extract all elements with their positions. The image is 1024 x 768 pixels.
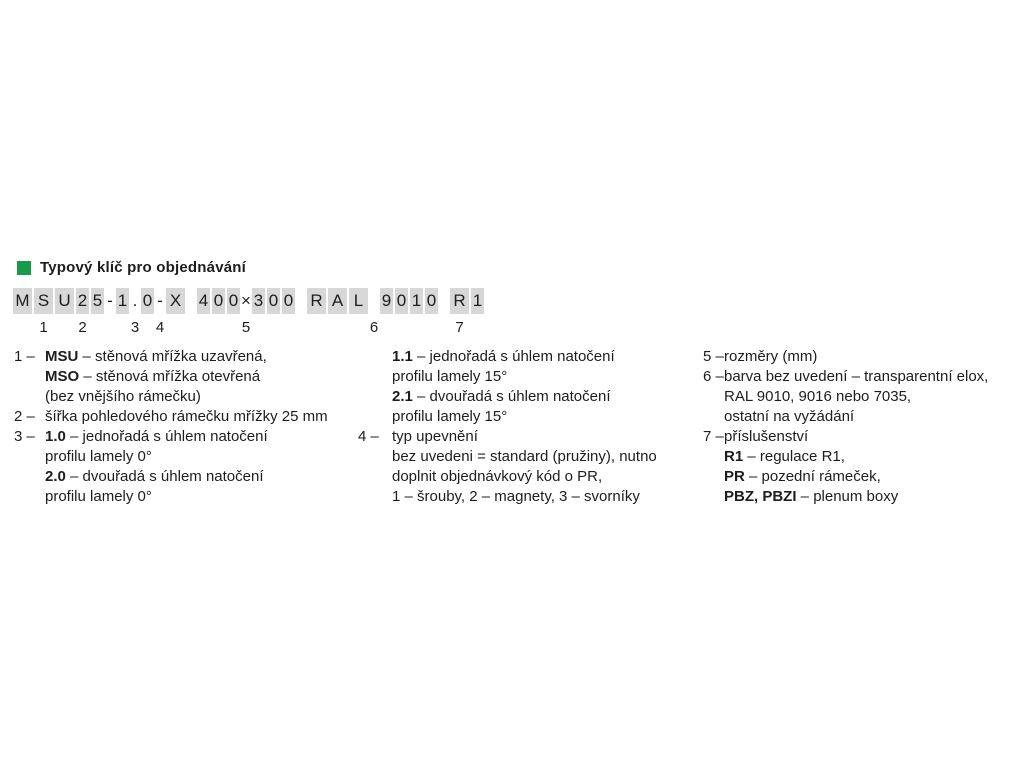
code-char: 1 <box>472 291 483 310</box>
legend-text: doplnit objednávkový kód o PR, <box>392 468 603 485</box>
legend-text: profilu lamely 0° <box>45 488 152 505</box>
legend-text: profilu lamely 0° <box>45 448 152 465</box>
legend-item-number: 5 – <box>703 348 724 365</box>
legend-text: typ upevnění <box>392 428 478 445</box>
legend-line <box>703 487 1023 507</box>
legend-text: – plenum boxy <box>796 488 899 505</box>
legend-item-number: 7 – <box>703 428 724 445</box>
code-char: 0 <box>228 291 239 310</box>
code-char: A <box>331 291 344 310</box>
legend-text: – regulace R1, <box>743 448 845 465</box>
legend-text: rozměry (mm) <box>724 348 818 365</box>
code-char-box <box>410 288 423 314</box>
code-char: . <box>132 291 138 310</box>
code-char: 0 <box>213 291 224 310</box>
code-position-number: 5 <box>241 319 251 336</box>
legend-text: – pozední rámeček, <box>744 468 881 485</box>
code-char: 0 <box>142 291 153 310</box>
legend-line <box>14 427 358 447</box>
legend-text: RAL 9010, 9016 nebo 7035, <box>724 388 912 405</box>
legend-text: profilu lamely 15° <box>392 408 508 425</box>
section-title: Typový klíč pro objednávání <box>40 259 247 276</box>
code-char-box <box>267 288 280 314</box>
code-char: × <box>241 291 251 310</box>
legend-item-number: 4 – <box>358 428 379 445</box>
code-char-box <box>116 288 129 314</box>
legend-line <box>703 467 1023 487</box>
legend-text: (bez vnějšího rámečku) <box>45 388 201 405</box>
legend-line <box>358 347 700 367</box>
code-char-box <box>13 288 32 314</box>
code-char-box <box>141 288 154 314</box>
code-char: 0 <box>396 291 407 310</box>
legend-line <box>358 487 700 507</box>
legend-line <box>14 367 358 387</box>
legend-text: bez uvedeni = standard (pružiny), nutno <box>392 448 657 465</box>
legend-line <box>358 427 700 447</box>
legend-line <box>703 347 1023 367</box>
legend-column-1 <box>14 347 358 507</box>
code-char: 0 <box>283 291 294 310</box>
code-char-box <box>425 288 438 314</box>
legend-term: 2.0 <box>45 468 66 485</box>
legend-text: ostatní na vyžádání <box>724 408 855 425</box>
legend-term: PR <box>724 468 745 485</box>
code-group-gap <box>369 288 379 336</box>
code-char: 1 <box>411 291 422 310</box>
code-char-box <box>282 288 295 314</box>
legend-line <box>14 447 358 467</box>
legend-term: R1 <box>724 448 744 465</box>
legend-text: – dvouřadá s úhlem natočení <box>65 468 264 485</box>
code-separator <box>155 288 165 336</box>
code-char-box <box>395 288 408 314</box>
legend-line <box>14 487 358 507</box>
code-char: 3 <box>253 291 264 310</box>
code-char: X <box>169 291 182 310</box>
legend-column-3 <box>703 347 1023 507</box>
code-char-box <box>307 288 326 314</box>
code-char-box <box>227 288 240 314</box>
legend-text: – dvouřadá s úhlem natočení <box>412 388 611 405</box>
code-char-box <box>55 288 74 314</box>
legend-line <box>14 467 358 487</box>
legend-term: 1.0 <box>45 428 66 445</box>
legend-text: barva bez uvedení – transparentní elox, <box>724 368 989 385</box>
legend-term: 1.1 <box>392 348 413 365</box>
code-separator <box>241 288 251 336</box>
code-char: 4 <box>198 291 209 310</box>
code-group-gap <box>187 288 195 314</box>
legend-text: příslušenství <box>724 428 809 445</box>
legend-line <box>703 367 1023 387</box>
order-code-row <box>13 288 484 336</box>
code-char: 5 <box>92 291 103 310</box>
legend-column-2 <box>358 347 700 507</box>
code-char: M <box>15 291 30 310</box>
code-char-box <box>76 288 89 336</box>
legend-text: – stěnová mřížka uzavřená, <box>78 348 267 365</box>
legend-text: – jednořadá s úhlem natočení <box>65 428 268 445</box>
legend-item-number: 1 – <box>14 348 35 365</box>
code-char-box <box>328 288 347 314</box>
code-char-box <box>349 288 368 314</box>
legend-term: MSO <box>45 368 80 385</box>
code-char-box <box>197 288 210 314</box>
code-position-number: 2 <box>78 319 87 336</box>
legend-item-number: 6 – <box>703 368 724 385</box>
legend-line <box>358 367 700 387</box>
code-char: L <box>353 291 364 310</box>
legend-item-number: 2 – <box>14 408 35 425</box>
legend-text: šířka pohledového rámečku mřížky 25 mm <box>45 408 328 425</box>
section-header <box>17 259 246 276</box>
code-position-number: 1 <box>39 319 48 336</box>
legend-item-number: 3 – <box>14 428 35 445</box>
code-char-box <box>450 288 469 336</box>
code-separator <box>106 288 114 314</box>
legend-line <box>703 407 1023 427</box>
legend-line <box>703 427 1023 447</box>
legend-term: 2.1 <box>392 388 413 405</box>
legend-text: 1 – šrouby, 2 – magnety, 3 – svorníky <box>392 488 640 505</box>
code-char-box <box>380 288 393 314</box>
code-position-number: 4 <box>155 319 165 336</box>
code-char-box <box>252 288 265 314</box>
legend-line <box>703 387 1023 407</box>
legend-line <box>358 407 700 427</box>
legend-term: PBZ, PBZI <box>724 488 797 505</box>
code-position-number: 6 <box>369 319 379 336</box>
legend-text: – stěnová mřížka otevřená <box>79 368 261 385</box>
code-char: - <box>157 291 163 310</box>
legend-line <box>358 447 700 467</box>
code-char-box <box>166 288 185 314</box>
code-separator <box>130 288 140 336</box>
green-square-bullet <box>17 261 31 275</box>
legend-line <box>14 387 358 407</box>
code-char: S <box>37 291 50 310</box>
legend-term: MSU <box>45 348 79 365</box>
legend-text: profilu lamely 15° <box>392 368 508 385</box>
code-char: 9 <box>381 291 392 310</box>
code-char: R <box>310 291 323 310</box>
legend-line <box>703 447 1023 467</box>
code-char: 0 <box>268 291 279 310</box>
legend-line <box>14 347 358 367</box>
code-char-box <box>91 288 104 314</box>
legend-line <box>358 467 700 487</box>
code-group-gap <box>440 288 448 314</box>
code-char: - <box>107 291 113 310</box>
code-position-number: 7 <box>455 319 464 336</box>
code-char: 1 <box>117 291 128 310</box>
code-char: R <box>453 291 466 310</box>
code-char: 0 <box>426 291 437 310</box>
legend-text: – jednořadá s úhlem natočení <box>412 348 615 365</box>
code-char-box <box>34 288 53 336</box>
code-char: 2 <box>77 291 88 310</box>
code-char: U <box>58 291 71 310</box>
legend-line <box>358 387 700 407</box>
code-position-number: 3 <box>130 319 140 336</box>
legend-line <box>14 407 358 427</box>
code-group-gap <box>297 288 305 314</box>
code-char-box <box>471 288 484 314</box>
code-char-box <box>212 288 225 314</box>
